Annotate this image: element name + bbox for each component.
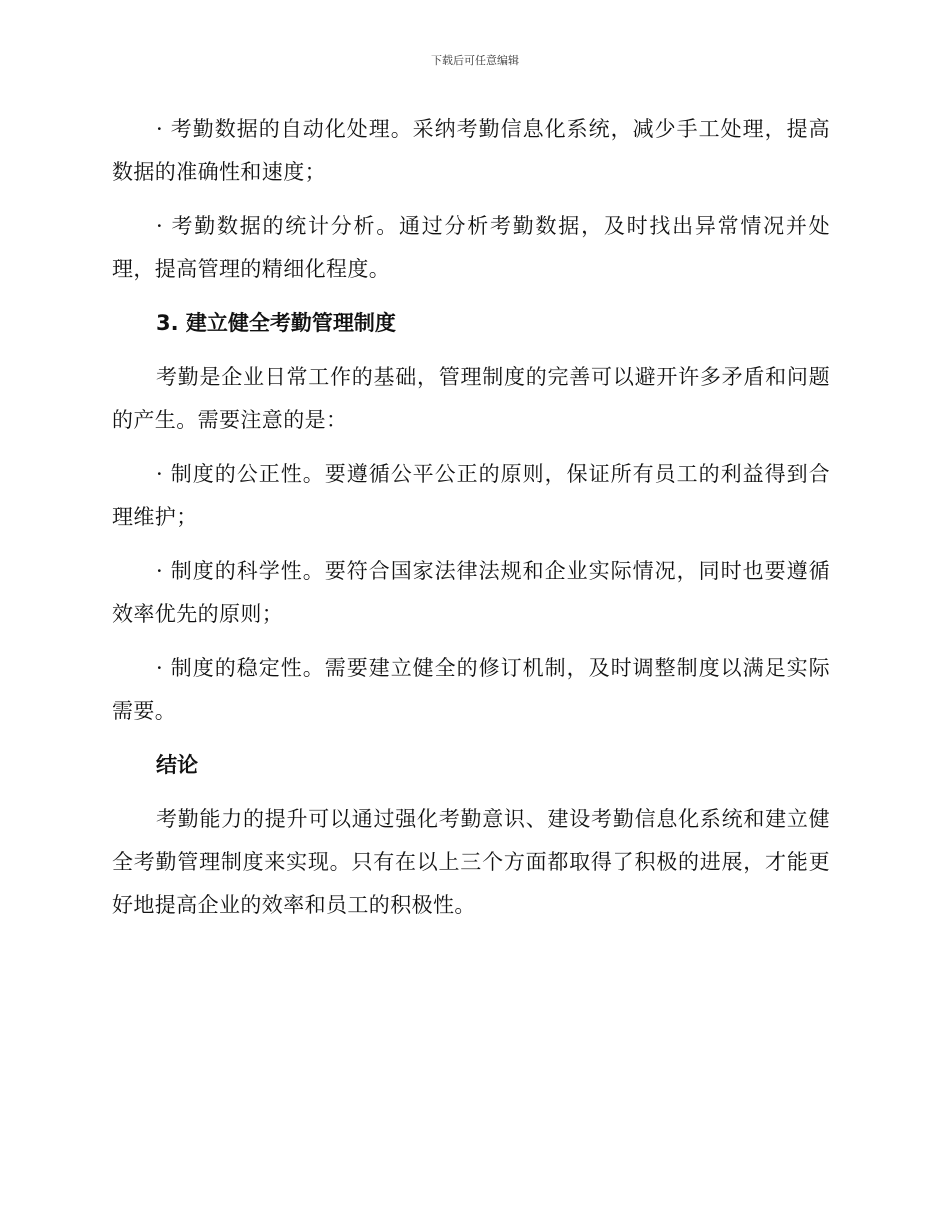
paragraph-attendance-basis: 考勤是企业日常工作的基础，管理制度的完善可以避开许多矛盾和问题的产生。需要注意的是： bbox=[112, 365, 830, 432]
paragraph-conclusion: 考勤能力的提升可以通过强化考勤意识、建设考勤信息化系统和建立健全考勤管理制度来实现。只有在以上三个方面都取得了积极的进展，才能更好地提高企业的效率和员工的积极性。 bbox=[112, 807, 830, 917]
document-body bbox=[112, 108, 830, 927]
bullet-paragraph-automation: · 考勤数据的自动化处理。采纳考勤信息化系统，减少手工处理，提高数据的准确性和速度； bbox=[112, 117, 830, 184]
section-heading-conclusion: 结论 bbox=[156, 753, 198, 777]
bullet-paragraph-fairness: · 制度的公正性。要遵循公平公正的原则，保证所有员工的利益得到合理维护； bbox=[112, 462, 830, 529]
bullet-paragraph-stability: · 制度的稳定性。需要建立健全的修订机制，及时调整制度以满足实际需要。 bbox=[112, 656, 830, 723]
bullet-paragraph-analysis: · 考勤数据的统计分析。通过分析考勤数据，及时找出异常情况并处理，提高管理的精细化程度。 bbox=[112, 214, 830, 281]
bullet-paragraph-scientific: · 制度的科学性。要符合国家法律法规和企业实际情况，同时也要遵循效率优先的原则； bbox=[112, 559, 830, 626]
section-heading-management-system: 3. 建立健全考勤管理制度 bbox=[156, 311, 396, 335]
page-header: 下载后可任意编辑 bbox=[431, 54, 519, 67]
